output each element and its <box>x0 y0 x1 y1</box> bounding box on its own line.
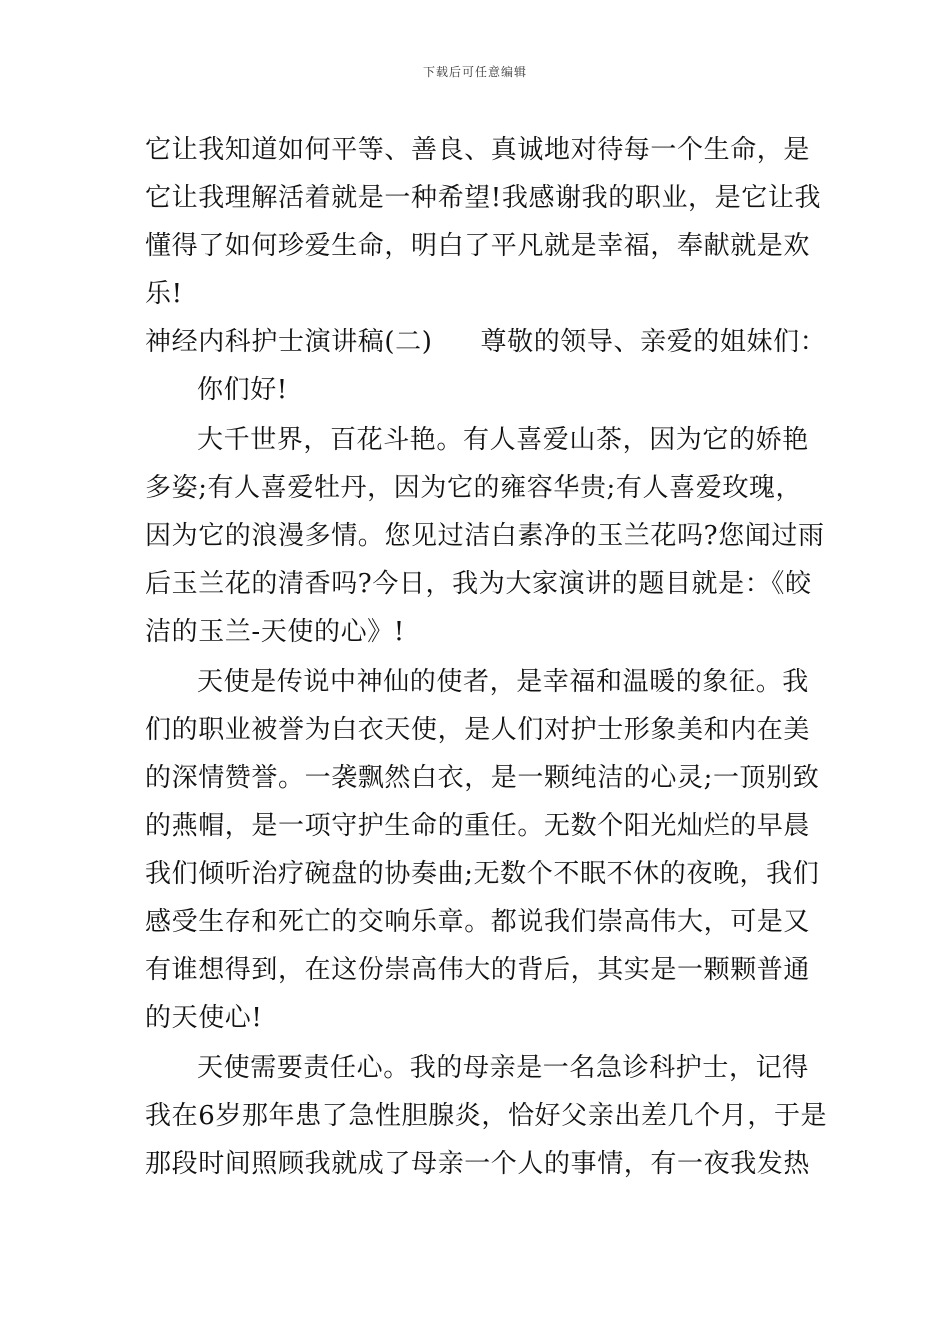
text-line: 的天使心! <box>145 1003 263 1033</box>
text-line: 你们好! <box>197 375 288 405</box>
text-line: 天使是传说中神仙的使者，是幸福和温暖的象征。我 <box>197 667 809 697</box>
text-line: 天使需要责任心。我的母亲是一名急诊科护士，记得 <box>197 1053 809 1083</box>
text-line: 洁的玉兰-天使的心》! <box>145 617 405 647</box>
paragraph-hello <box>145 366 805 414</box>
text-line: 大千世界，百花斗艳。有人喜爱山茶，因为它的娇艳 <box>197 425 809 455</box>
speech-greeting: 尊敬的领导、亲爱的姐妹们： <box>480 327 827 357</box>
paragraph-flowers <box>145 416 825 656</box>
text-line: 乐! <box>145 279 183 309</box>
paragraph-opening <box>145 126 822 318</box>
speech-title-row <box>145 318 827 366</box>
text-line: 的燕帽，是一项守护生命的重任。无数个阳光灿烂的早晨 <box>145 811 811 841</box>
text-line: 它让我知道如何平等、善良、真诚地对待每一个生命，是 <box>145 135 811 165</box>
text-line: 们的职业被誉为白衣天使，是人们对护士形象美和内在美 <box>145 715 811 745</box>
speech-title: 神经内科护士演讲稿(二) <box>145 327 433 357</box>
text-line: 我在6岁那年患了急性胆腺炎，恰好父亲出差几个月，于是 <box>145 1101 828 1131</box>
text-line: 有谁想得到，在这份崇高伟大的背后，其实是一颗颗普通 <box>145 955 811 985</box>
header-text: 下载后可任意编辑 <box>422 65 527 79</box>
text-line: 多姿;有人喜爱牡丹，因为它的雍容华贵;有人喜爱玫瑰， <box>145 473 803 503</box>
text-line: 后玉兰花的清香吗?今日，我为大家演讲的题目就是：《皎 <box>145 569 812 599</box>
text-line: 我们倾听治疗碗盘的协奏曲;无数个不眠不休的夜晚，我们 <box>145 859 820 889</box>
text-line: 懂得了如何珍爱生命，明白了平凡就是幸福，奉献就是欢 <box>145 231 811 261</box>
text-line: 感受生存和死亡的交响乐章。都说我们崇高伟大，可是又 <box>145 907 811 937</box>
text-line: 那段时间照顾我就成了母亲一个人的事情，有一夜我发热 <box>145 1149 811 1179</box>
text-line: 它让我理解活着就是一种希望!我感谢我的职业，是它让我 <box>145 183 822 213</box>
paragraph-responsibility <box>145 1044 828 1188</box>
document-body <box>145 126 828 1188</box>
paragraph-angels <box>145 658 820 1042</box>
page-header <box>0 64 950 80</box>
text-line: 因为它的浪漫多情。您见过洁白素净的玉兰花吗?您闻过雨 <box>145 521 825 551</box>
text-line: 的深情赞誉。一袭飘然白衣，是一颗纯洁的心灵;一顶别致 <box>145 763 820 793</box>
